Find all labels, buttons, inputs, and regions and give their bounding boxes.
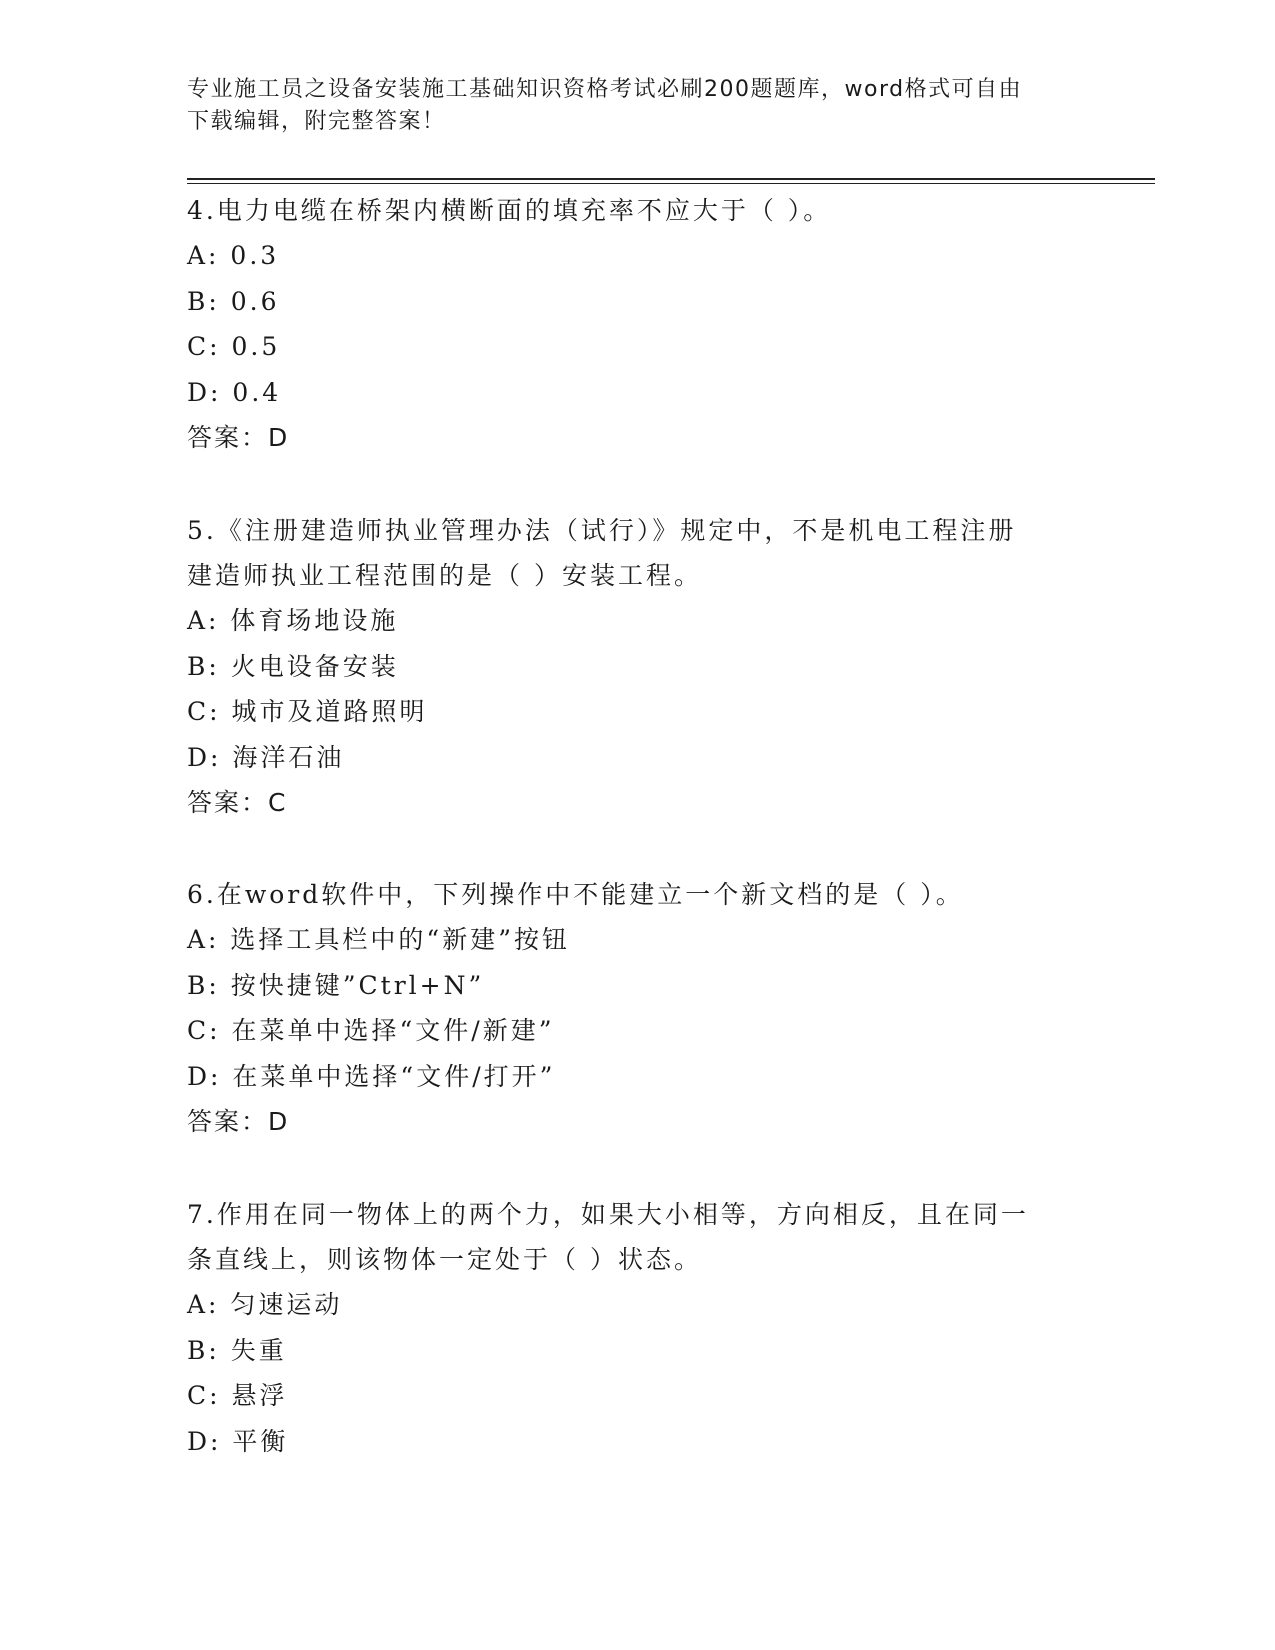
question-text-continued: 建造师执业工程范围的是（ ）安装工程。: [187, 561, 702, 590]
question-text: 6.在word软件中，下列操作中不能建立一个新文档的是（ ）。: [187, 880, 964, 909]
question-text: 5.《注册建造师执业管理办法（试行）》规定中，不是机电工程注册: [187, 516, 1017, 545]
option-c: C: 城市及道路照明: [187, 697, 428, 726]
question-text-continued: 条直线上，则该物体一定处于（ ）状态。: [187, 1245, 702, 1274]
option-c: C: 在菜单中选择“文件/新建”: [187, 1016, 555, 1045]
option-d: D: 0.4: [187, 377, 282, 407]
header-line-1: 专业施工员之设备安装施工基础知识资格考试必刷200题题库，word格式可自由: [187, 77, 1023, 102]
question-6: [187, 872, 1067, 1144]
option-c: C: 悬浮: [187, 1381, 288, 1410]
question-5: [187, 508, 1067, 825]
option-d: D: 平衡: [187, 1426, 289, 1456]
option-d: D: 海洋石油: [187, 742, 345, 772]
question-4: [187, 188, 1067, 460]
option-b: B: 失重: [187, 1335, 287, 1365]
question-text: 4.电力电缆在桥架内横断面的填充率不应大于（ ）。: [187, 196, 832, 225]
answer: 答案：D: [187, 1107, 290, 1136]
question-text: 7.作用在同一物体上的两个力，如果大小相等，方向相反，且在同一: [187, 1200, 1029, 1229]
question-7: [187, 1192, 1067, 1464]
answer: 答案：C: [187, 788, 288, 817]
option-b: B: 0.6: [187, 286, 280, 316]
header-divider-thin: [187, 183, 1155, 184]
option-c: C: 0.5: [187, 332, 281, 361]
answer: 答案：D: [187, 423, 290, 452]
option-d: D: 在菜单中选择“文件/打开”: [187, 1061, 556, 1091]
header-line-2: 下载编辑，附完整答案！: [187, 109, 446, 134]
option-a: A: 选择工具栏中的“新建”按钮: [187, 925, 570, 954]
option-a: A: 0.3: [187, 241, 280, 270]
header-divider-thick: [187, 178, 1155, 180]
option-a: A: 体育场地设施: [187, 606, 399, 635]
option-b: B: 火电设备安装: [187, 651, 399, 681]
option-b: B: 按快捷键”Ctrl+N”: [187, 970, 485, 1000]
document-header: [187, 74, 1067, 138]
option-a: A: 匀速运动: [187, 1290, 343, 1319]
